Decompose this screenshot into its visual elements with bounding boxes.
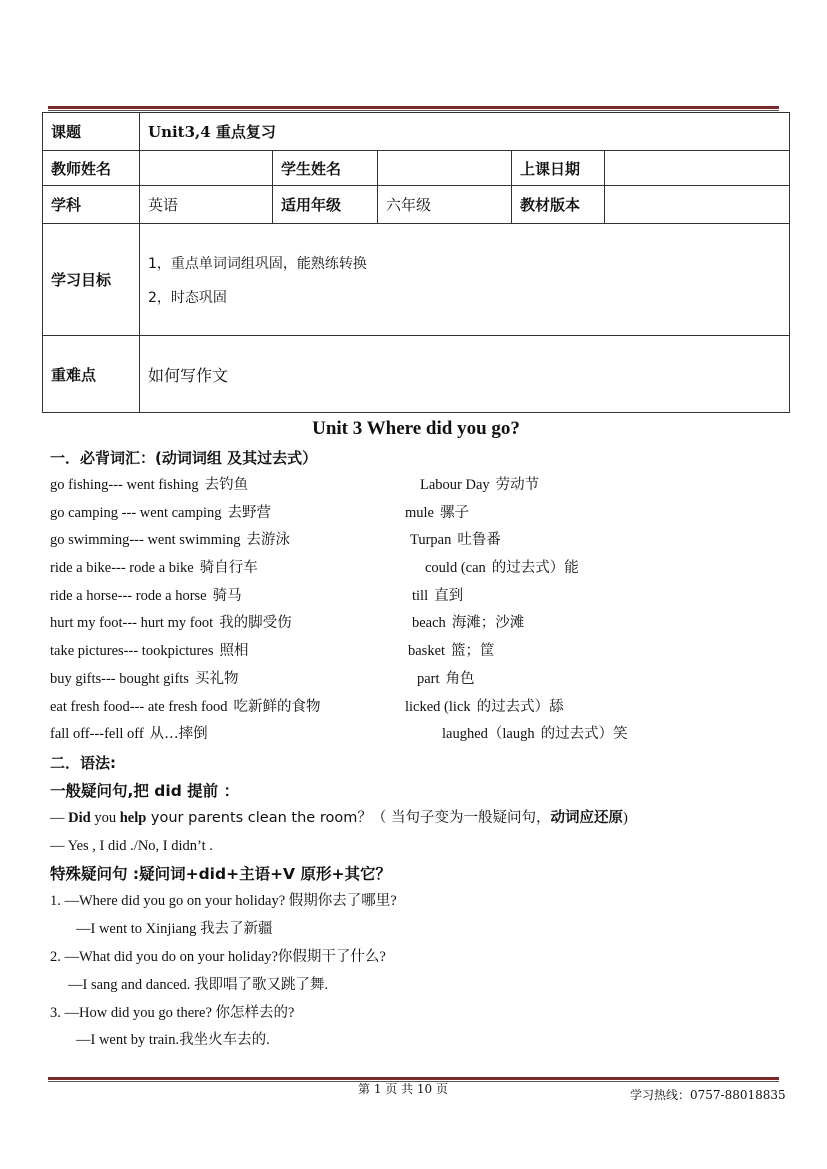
vocab-right-cn: 劳动节 bbox=[495, 477, 540, 493]
vocab-right-en: laughed（laugh bbox=[442, 726, 535, 743]
vocab-left-en: ride a bike--- rode a bike bbox=[50, 560, 194, 577]
wh-example-2q: 2. —What did you do on your holiday?你假期干了什么? bbox=[50, 949, 386, 966]
vocab-row bbox=[50, 666, 790, 694]
vocab-right-cn: 海滩；沙滩 bbox=[451, 615, 525, 632]
vocab-left-cn: 买礼物 bbox=[194, 670, 239, 687]
vocab-right bbox=[405, 694, 564, 722]
wh-example-1q: 1. —Where did you go on your holiday? 假期你去了哪里? bbox=[50, 893, 397, 910]
vocab-row bbox=[50, 527, 790, 555]
teacher-label: 教师姓名 bbox=[43, 151, 140, 186]
vocab-left bbox=[50, 527, 290, 555]
vocab-left bbox=[50, 666, 238, 694]
lesson-info-table bbox=[42, 112, 790, 413]
topic-label: 课题 bbox=[43, 113, 140, 151]
vocab-right bbox=[442, 721, 628, 749]
grade-value: 六年级 bbox=[378, 186, 512, 224]
hotline: 学习热线：0757-88018835 bbox=[630, 1088, 786, 1102]
vocab-right bbox=[412, 583, 463, 611]
vocab-right bbox=[417, 666, 475, 694]
vocab-left bbox=[50, 694, 321, 722]
date-label: 上课日期 bbox=[512, 151, 605, 186]
dash: — bbox=[50, 809, 69, 826]
vocab-left-cn: 吃新鲜的食物 bbox=[233, 698, 321, 715]
yes-no-example-1 bbox=[50, 805, 790, 833]
vocab-left-cn: 从…摔倒 bbox=[149, 726, 208, 743]
vocab-row bbox=[50, 721, 790, 749]
vocab-left-en: ride a horse--- rode a horse bbox=[50, 587, 207, 604]
vocab-left-en: go fishing--- went fishing bbox=[50, 477, 199, 493]
vocab-right-en: till bbox=[412, 587, 429, 604]
vocab-row bbox=[50, 555, 790, 583]
vocab-row bbox=[50, 694, 790, 722]
vocab-right-cn: 直到 bbox=[434, 587, 464, 604]
edition-label: 教材版本 bbox=[512, 186, 605, 224]
vocab-right-en: part bbox=[417, 670, 440, 687]
teacher-value[interactable] bbox=[140, 151, 273, 186]
vocab-left bbox=[50, 583, 242, 611]
goals-cell bbox=[140, 224, 790, 336]
vocab-row bbox=[50, 472, 790, 500]
vocab-right-en: licked (lick bbox=[405, 698, 471, 715]
header-rule bbox=[48, 106, 779, 111]
vocab-section-title: 一．必背词汇：(动词词组 及其过去式） bbox=[50, 449, 318, 467]
vocab-row bbox=[50, 500, 790, 528]
vocab-left bbox=[50, 721, 208, 749]
subject-label: 学科 bbox=[43, 186, 140, 224]
vocab-right-en: Turpan bbox=[410, 532, 452, 549]
goals-label: 学习目标 bbox=[43, 224, 140, 336]
edition-value bbox=[605, 186, 790, 224]
vocab-right-cn: 吐鲁番 bbox=[457, 532, 501, 549]
close-paren: ) bbox=[622, 809, 628, 826]
difficulty-value: 如何写作文 bbox=[140, 336, 790, 413]
goal-item-1: 1，重点单词词组巩固，能熟练转换 bbox=[148, 255, 367, 272]
vocab-left-en: go camping --- went camping bbox=[50, 504, 222, 521]
yes-no-question-title: 一般疑问句,把 did 提前 ： bbox=[50, 781, 240, 800]
unit-title: Unit 3 Where did you go? bbox=[312, 418, 520, 439]
example-rest: your parents clean the room？（ 当句子变为一般疑问句， bbox=[146, 809, 551, 826]
vocab-left-cn: 骑自行车 bbox=[199, 560, 258, 577]
wh-example-3a: —I went by train.我坐火车去的. bbox=[76, 1032, 270, 1049]
yes-no-example-2: — Yes , I did ./No, I didn’t . bbox=[50, 837, 213, 854]
vocab-left-en: hurt my foot--- hurt my foot bbox=[50, 615, 214, 632]
vocab-left-en: fall off---fell off bbox=[50, 726, 144, 743]
vocab-left-en: buy gifts--- bought gifts bbox=[50, 670, 189, 687]
vocab-right-en: could (can bbox=[425, 560, 486, 577]
page-number: 第 1 页 共 10 页 bbox=[358, 1082, 448, 1096]
vocab-right bbox=[420, 472, 539, 500]
verb-restore-note: 动词应还原 bbox=[550, 809, 623, 826]
vocab-list bbox=[50, 472, 790, 749]
goal-item-2: 2，时态巩固 bbox=[148, 289, 227, 306]
vocab-left bbox=[50, 500, 271, 528]
vocab-left-cn: 去野营 bbox=[227, 504, 272, 521]
did-word: Did bbox=[68, 809, 91, 826]
vocab-right-cn: 骡子 bbox=[440, 504, 469, 521]
vocab-left bbox=[50, 610, 292, 638]
vocab-row bbox=[50, 638, 790, 666]
vocab-row bbox=[50, 583, 790, 611]
vocab-row bbox=[50, 610, 790, 638]
student-label: 学生姓名 bbox=[273, 151, 378, 186]
vocab-left-cn: 照相 bbox=[219, 643, 249, 660]
wh-question-title: 特殊疑问句 :疑问词+did+主语+V 原形+其它？ bbox=[50, 865, 391, 884]
vocab-left-en: take pictures--- tookpictures bbox=[50, 643, 214, 660]
vocab-right-en: Labour Day bbox=[420, 477, 490, 493]
vocab-right-cn: 的过去式）笑 bbox=[540, 726, 628, 743]
vocab-right bbox=[405, 500, 469, 528]
vocab-right bbox=[425, 555, 579, 583]
you-word: you bbox=[90, 809, 120, 826]
vocab-left bbox=[50, 472, 248, 500]
vocab-right-en: basket bbox=[408, 643, 446, 660]
wh-example-2a: —I sang and danced. 我即唱了歌又跳了舞. bbox=[68, 976, 329, 993]
vocab-left-cn: 去钓鱼 bbox=[204, 477, 249, 493]
difficulty-label: 重难点 bbox=[43, 336, 140, 413]
vocab-left bbox=[50, 555, 258, 583]
grammar-section-title: 二．语法: bbox=[50, 753, 116, 772]
vocab-left-cn: 我的脚受伤 bbox=[219, 615, 292, 632]
topic-value: Unit3,4 重点复习 bbox=[140, 113, 790, 151]
vocab-left-en: go swimming--- went swimming bbox=[50, 532, 241, 549]
vocab-left-en: eat fresh food--- ate fresh food bbox=[50, 698, 228, 715]
unit3-content bbox=[50, 418, 790, 1055]
vocab-right-cn: 篮；筐 bbox=[451, 643, 495, 660]
vocab-right-cn: 的过去式）能 bbox=[491, 560, 579, 577]
vocab-right bbox=[412, 610, 524, 638]
vocab-right-en: beach bbox=[412, 615, 446, 632]
help-word: help bbox=[119, 809, 147, 826]
vocab-left bbox=[50, 638, 248, 666]
vocab-left-cn: 骑马 bbox=[212, 587, 242, 604]
vocab-right-cn: 角色 bbox=[445, 670, 475, 687]
vocab-left-cn: 去游泳 bbox=[246, 532, 291, 549]
grade-label: 适用年级 bbox=[273, 186, 378, 224]
vocab-right bbox=[410, 527, 501, 555]
wh-example-1a: —I went to Xinjiang 我去了新疆 bbox=[76, 921, 273, 938]
wh-example-3q: 3. —How did you go there? 你怎样去的? bbox=[50, 1004, 295, 1021]
date-value[interactable] bbox=[605, 151, 790, 186]
student-value[interactable] bbox=[378, 151, 512, 186]
vocab-right-cn: 的过去式）舔 bbox=[476, 698, 564, 715]
vocab-right-en: mule bbox=[405, 504, 434, 521]
vocab-right bbox=[408, 638, 495, 666]
subject-value: 英语 bbox=[140, 186, 273, 224]
